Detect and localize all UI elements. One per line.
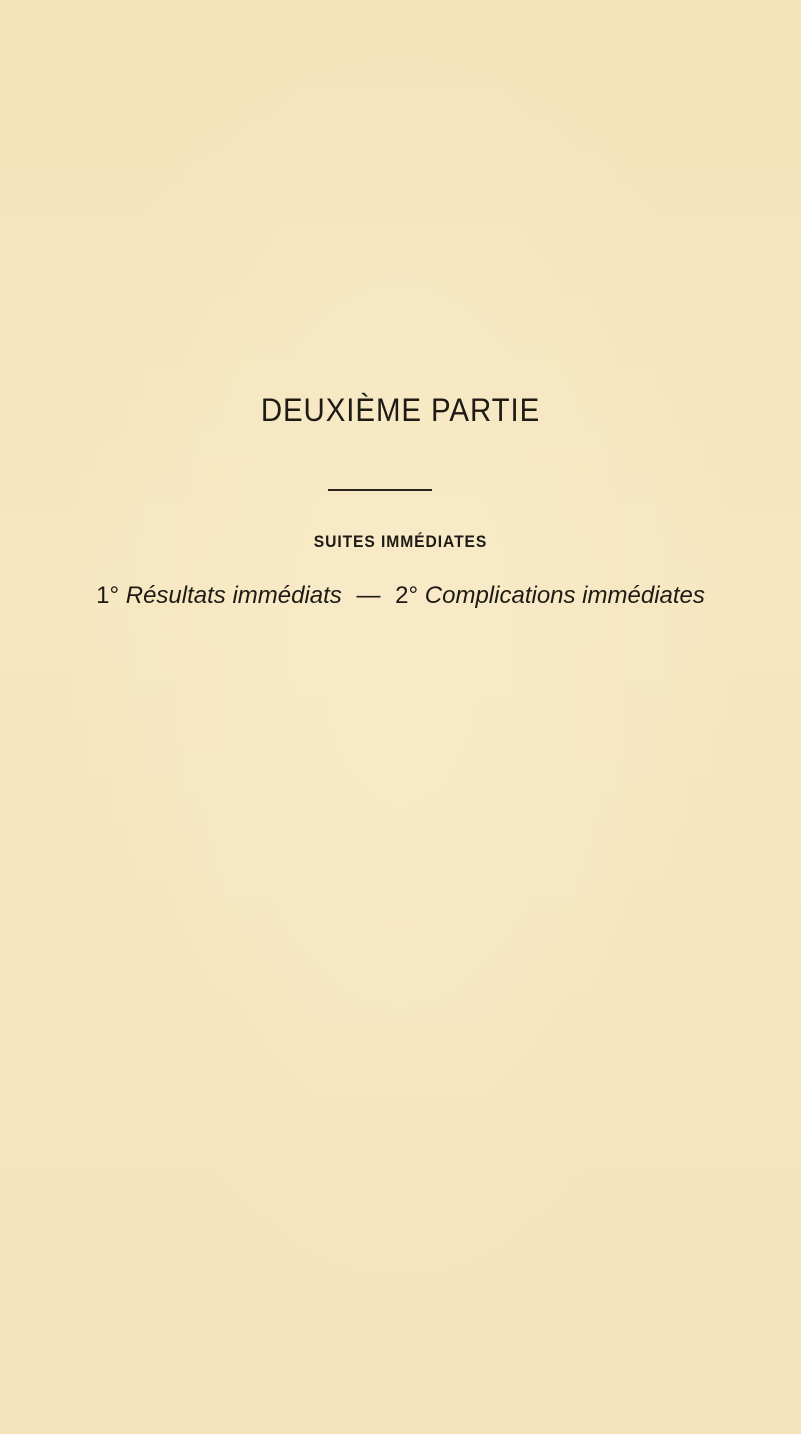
item2-number: 2° bbox=[395, 582, 419, 609]
summary-line bbox=[0, 582, 801, 610]
item1-text: Résultats immédiats bbox=[125, 582, 342, 609]
item2-text: Complications immédiates bbox=[424, 582, 705, 609]
item1-number: 1° bbox=[96, 582, 120, 609]
section-subheading: SUITES IMMÉDIATES bbox=[313, 532, 488, 551]
part-heading: DEUXIÈME PARTIE bbox=[260, 392, 541, 428]
separator-dash: — bbox=[356, 582, 381, 609]
horizontal-rule bbox=[328, 489, 432, 491]
